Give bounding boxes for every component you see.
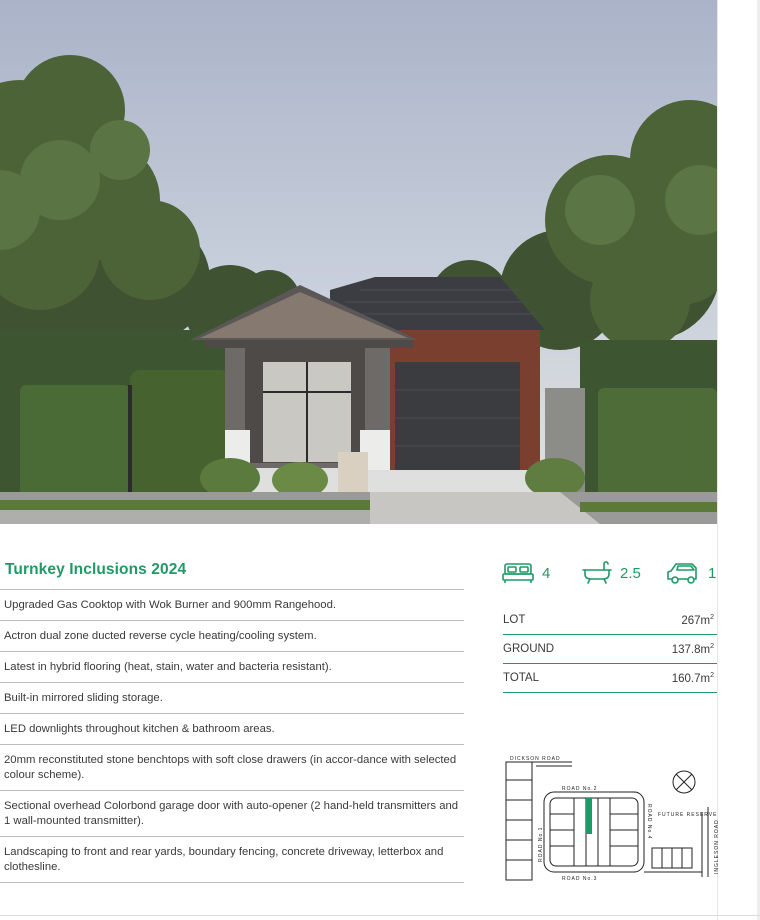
list-item: LED downlights throughout kitchen & bathroom areas. <box>0 714 464 745</box>
siteplan-label-top-road: DICKSON ROAD <box>510 756 561 762</box>
garage-stat <box>666 558 716 588</box>
area-value: $267m^2$ <box>681 613 714 627</box>
list-item: Sectional overhead Colorbond garage door with auto-opener (2 hand-held transmitters and 1 wall-mounted transmitter). <box>0 791 464 837</box>
inclusions-list <box>0 589 464 883</box>
siteplan-label-right-road: INGLESON ROAD <box>714 819 720 874</box>
area-table <box>503 606 717 693</box>
list-item: Actron dual zone ducted reverse cycle heating/cooling system. <box>0 621 464 652</box>
bathrooms-count: 2.5 <box>620 564 641 582</box>
siteplan-label-bottom-road: ROAD No.3 <box>562 876 598 882</box>
siteplan-label-inner-left: ROAD No.1 <box>538 826 544 862</box>
garage-count: 1 <box>708 564 717 582</box>
area-value: $137.8m^2$ <box>671 642 714 656</box>
area-label: LOT <box>503 614 526 626</box>
inclusions-title: Turnkey Inclusions 2024 <box>5 561 187 578</box>
bedrooms-count: 4 <box>542 564 551 582</box>
area-row-ground <box>503 635 717 664</box>
bedrooms-stat <box>502 558 550 588</box>
siteplan-label-reserve: FUTURE RESERVE <box>658 812 718 818</box>
area-row-lot <box>503 606 717 635</box>
feature-stats <box>502 558 717 588</box>
list-item: Landscaping to front and rear yards, boundary fencing, concrete driveway, letterbox and clothesline. <box>0 837 464 883</box>
siteplan-label-inner-right: ROAD No.4 <box>646 804 652 840</box>
list-item: Upgraded Gas Cooktop with Wok Burner and 900mm Rangehood. <box>0 590 464 621</box>
list-item: Latest in hybrid flooring (heat, stain, water and bacteria resistant). <box>0 652 464 683</box>
area-value: $160.7m^2$ <box>671 671 714 685</box>
area-row-total <box>503 664 717 693</box>
divider <box>0 915 760 916</box>
area-label: GROUND <box>503 643 555 655</box>
bed-icon <box>502 561 534 585</box>
car-icon <box>666 560 700 586</box>
area-label: TOTAL <box>503 672 539 684</box>
list-item: Built-in mirrored sliding storage. <box>0 683 464 714</box>
list-item: 20mm reconstituted stone benchtops with soft close drawers (in accor-dance with selected colour scheme). <box>0 745 464 791</box>
site-plan <box>502 752 724 884</box>
bathtub-icon <box>582 561 612 585</box>
siteplan-label-inner-top: ROAD No.2 <box>562 786 598 792</box>
bathrooms-stat <box>582 558 641 588</box>
